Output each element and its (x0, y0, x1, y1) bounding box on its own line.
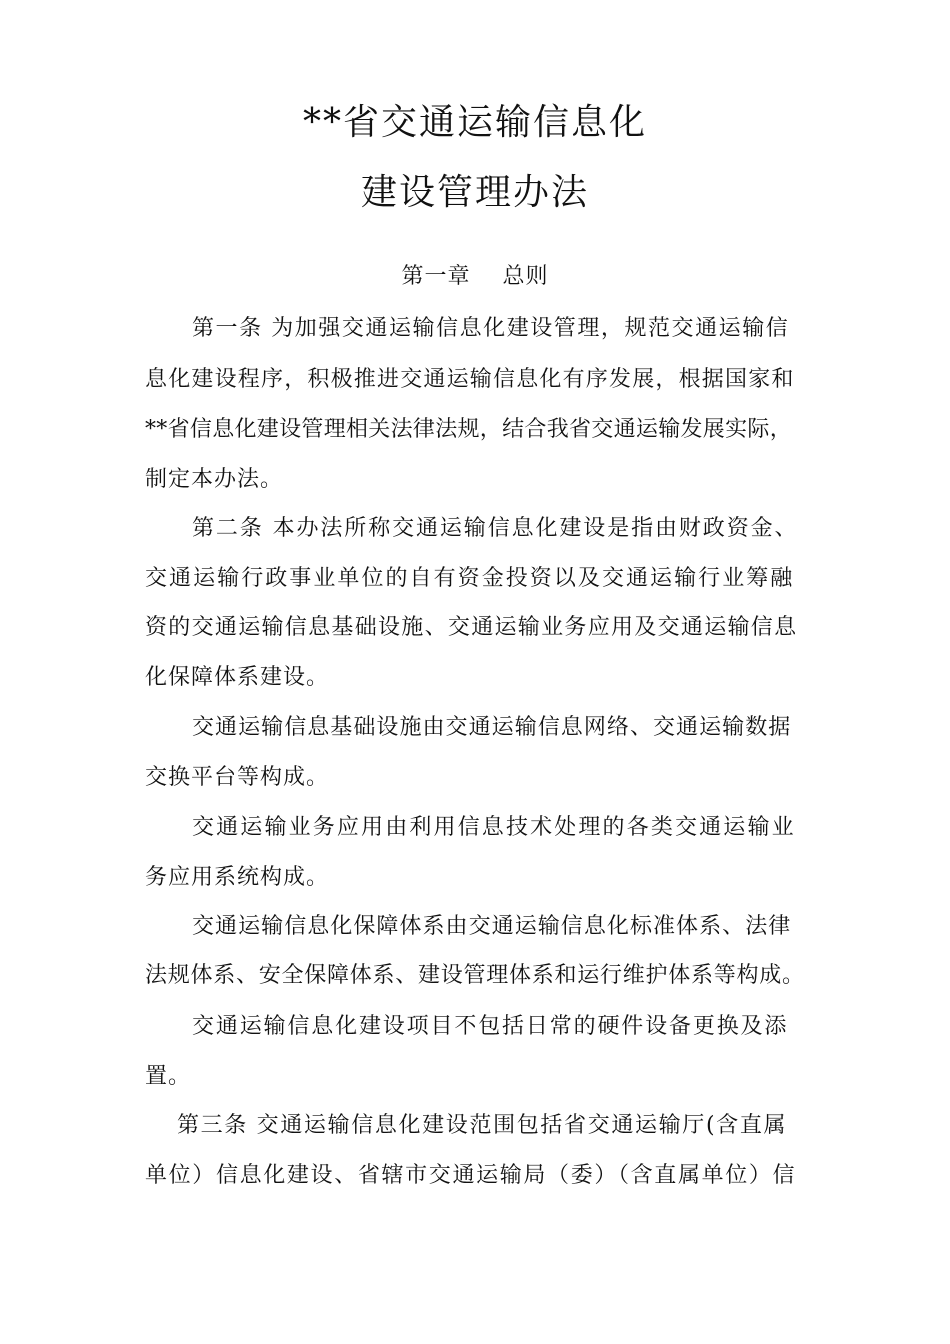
paragraph-exclusion-line-2: 置。 (145, 1064, 192, 1089)
article-1-line-4: 制定本办法。 (145, 467, 284, 492)
article-2-line-1: 第二条 本办法所称交通运输信息化建设是指由财政资金、 (192, 516, 799, 541)
article-3-line-2: 单位）信息化建设、省辖市交通运输局（委）（含直属单位）信 (145, 1163, 797, 1188)
article-1-line-1: 第一条 为加强交通运输信息化建设管理，规范交通运输信 (192, 316, 790, 341)
paragraph-infrastructure-line-2: 交换平台等构成。 (145, 765, 330, 790)
article-3-line-1: 第三条 交通运输信息化建设范围包括省交通运输厅(含直属 (177, 1113, 788, 1138)
article-1-line-2: 息化建设程序，积极推进交通运输信息化有序发展，根据国家和 (145, 367, 795, 392)
paragraph-applications-line-1: 交通运输业务应用由利用信息技术处理的各类交通运输业 (192, 815, 796, 840)
article-1-line-3: **省信息化建设管理相关法律法规，结合我省交通运输发展实际， (145, 417, 793, 442)
document-title-line-1: **省交通运输信息化 (302, 102, 647, 143)
article-2-line-2: 交通运输行政事业单位的自有资金投资以及交通运输行业筹融 (145, 566, 795, 591)
paragraph-support-line-1: 交通运输信息化保障体系由交通运输信息化标准体系、法律 (192, 914, 792, 939)
article-2-line-3: 资的交通运输信息基础设施、交通运输业务应用及交通运输信息 (145, 615, 798, 640)
article-2-line-4: 化保障体系建设。 (145, 665, 330, 690)
chapter-heading: 第一章 总则 (401, 264, 549, 289)
paragraph-exclusion-line-1: 交通运输信息化建设项目不包括日常的硬件设备更换及添 (192, 1014, 789, 1039)
paragraph-infrastructure-line-1: 交通运输信息基础设施由交通运输信息网络、交通运输数据 (192, 715, 792, 740)
document-title-line-2: 建设管理办法 (360, 172, 589, 213)
paragraph-applications-line-2: 务应用系统构成。 (145, 865, 330, 890)
paragraph-support-line-2: 法规体系、安全保障体系、建设管理体系和运行维护体系等构成。 (145, 963, 805, 988)
